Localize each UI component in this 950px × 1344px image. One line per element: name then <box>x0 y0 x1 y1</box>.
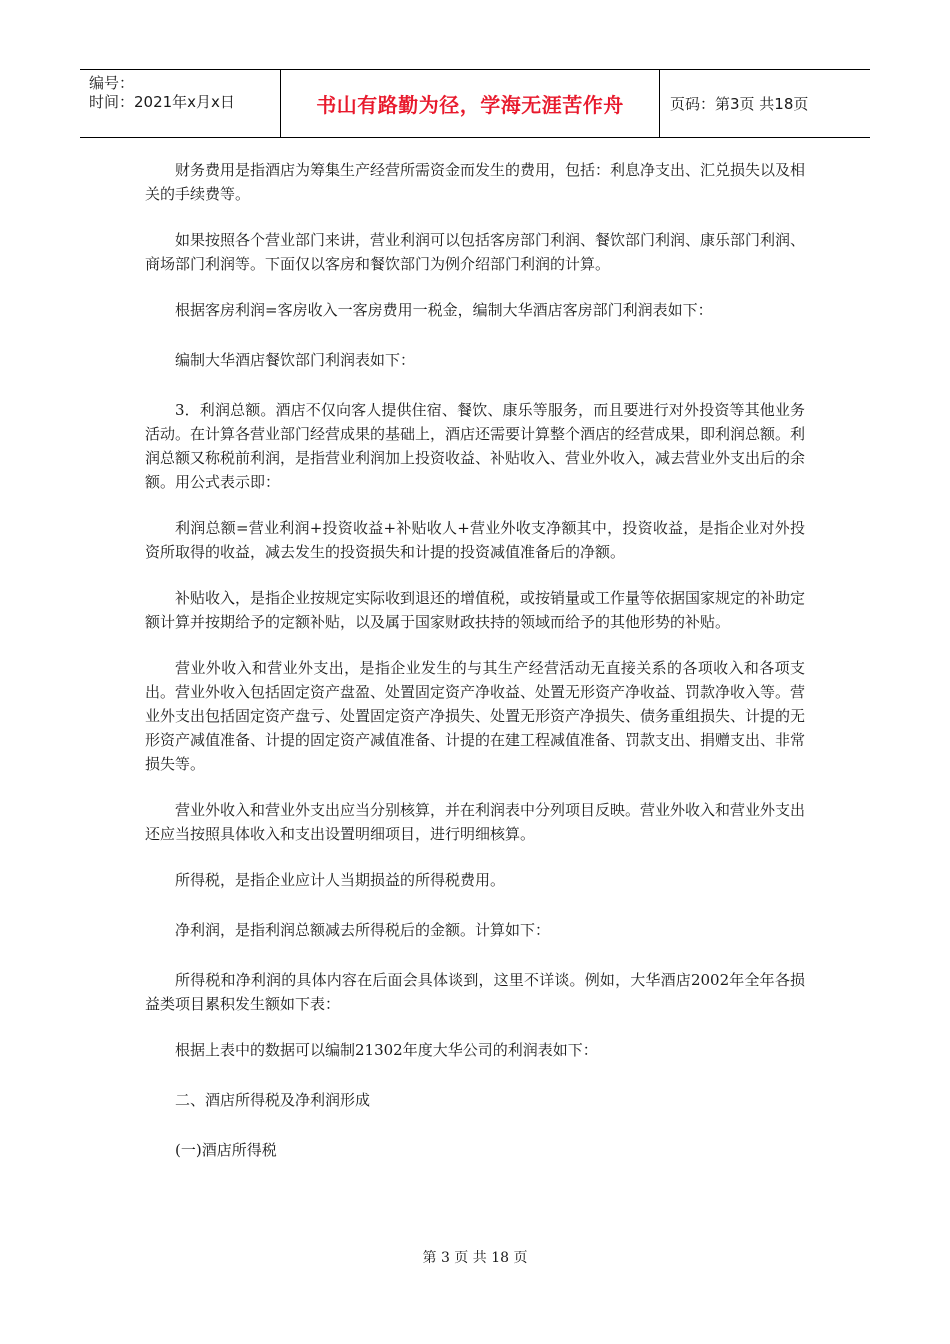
motto-text: 书山有路勤为径，学海无涯苦作舟 <box>316 93 624 117</box>
paragraph: 所得税和净利润的具体内容在后面会具体谈到，这里不详谈。例如，大华酒店2002年全年各损益类项目累积发生额如下表： <box>145 971 805 1013</box>
paragraph: 根据上表中的数据可以编制21302年度大华公司的利润表如下： <box>175 1041 598 1059</box>
document-body <box>145 158 805 1162</box>
header-motto-cell <box>280 70 660 137</box>
section-heading: 二、酒店所得税及净利润形成 <box>175 1091 371 1109</box>
paragraph: 3．利润总额。酒店不仅向客人提供住宿、餐饮、康乐等服务，而且要进行对外投资等其他业务活动。在计算各营业部门经营成果的基础上，酒店还需要计算整个酒店的经营成果，即利润总额。利润总额又称税前利润，是指营业利润加上投资收益、补贴收入、营业外收入，减去营业外支出后的余额。用公式表示即： <box>145 401 806 491</box>
paragraph: 编制大华酒店餐饮部门利润表如下： <box>175 351 416 369</box>
paragraph: 根据客房利润=客房收入一客房费用一税金，编制大华酒店客房部门利润表如下： <box>175 301 713 319</box>
page-footer <box>0 1247 950 1267</box>
header-page-info <box>660 70 870 137</box>
page-info-text: 页码：第3页 共18页 <box>670 95 809 113</box>
paragraph: 补贴收入，是指企业按规定实际收到退还的增值税，或按销量或工作量等依据国家规定的补助定额计算并按期给予的定额补贴，以及属于国家财政扶持的领域而给予的其他形势的补贴。 <box>145 589 806 631</box>
page-header <box>80 69 870 138</box>
paragraph: 净利润，是指利润总额减去所得税后的金额。计算如下： <box>175 921 551 939</box>
paragraph: 营业外收入和营业外支出应当分别核算，并在利润表中分列项目反映。营业外收入和营业外支出还应当按照具体收入和支出设置明细项目，进行明细核算。 <box>145 801 806 843</box>
serial-number-label: 编号： <box>89 74 135 92</box>
paragraph: 财务费用是指酒店为筹集生产经营所需资金而发生的费用，包括：利息净支出、汇兑损失以及相关的手续费等。 <box>145 161 806 203</box>
paragraph: 如果按照各个营业部门来讲，营业利润可以包括客房部门利润、餐饮部门利润、康乐部门利润、商场部门利润等。下面仅以客房和餐饮部门为例介绍部门利润的计算。 <box>145 231 806 273</box>
paragraph: 利润总额=营业利润+投资收益+补贴收人+营业外收支净额其中，投资收益，是指企业对外投资所取得的收益，减去发生的投资损失和计提的投资减值准备后的净额。 <box>145 519 805 561</box>
paragraph: 营业外收入和营业外支出，是指企业发生的与其生产经营活动无直接关系的各项收入和各项支出。营业外收入包括固定资产盘盈、处置固定资产净收益、处置无形资产净收益、罚款净收入等。营业外支出包括固定资产盘亏、处置固定资产净损失、处置无形资产净损失、债务重组损失、计提的无形资产减值准备、计提的固定资产减值准备、计提的在建工程减值准备、罚款支出、捐赠支出、非常损失等。 <box>145 659 806 773</box>
footer-page-number: 第 3 页 共 18 页 <box>422 1250 528 1266</box>
subsection-heading: (一)酒店所得税 <box>175 1141 277 1159</box>
header-meta <box>80 70 280 137</box>
paragraph: 所得税，是指企业应计人当期损益的所得税费用。 <box>175 871 506 889</box>
date-line: 时间：2021年x月x日 <box>89 93 235 111</box>
